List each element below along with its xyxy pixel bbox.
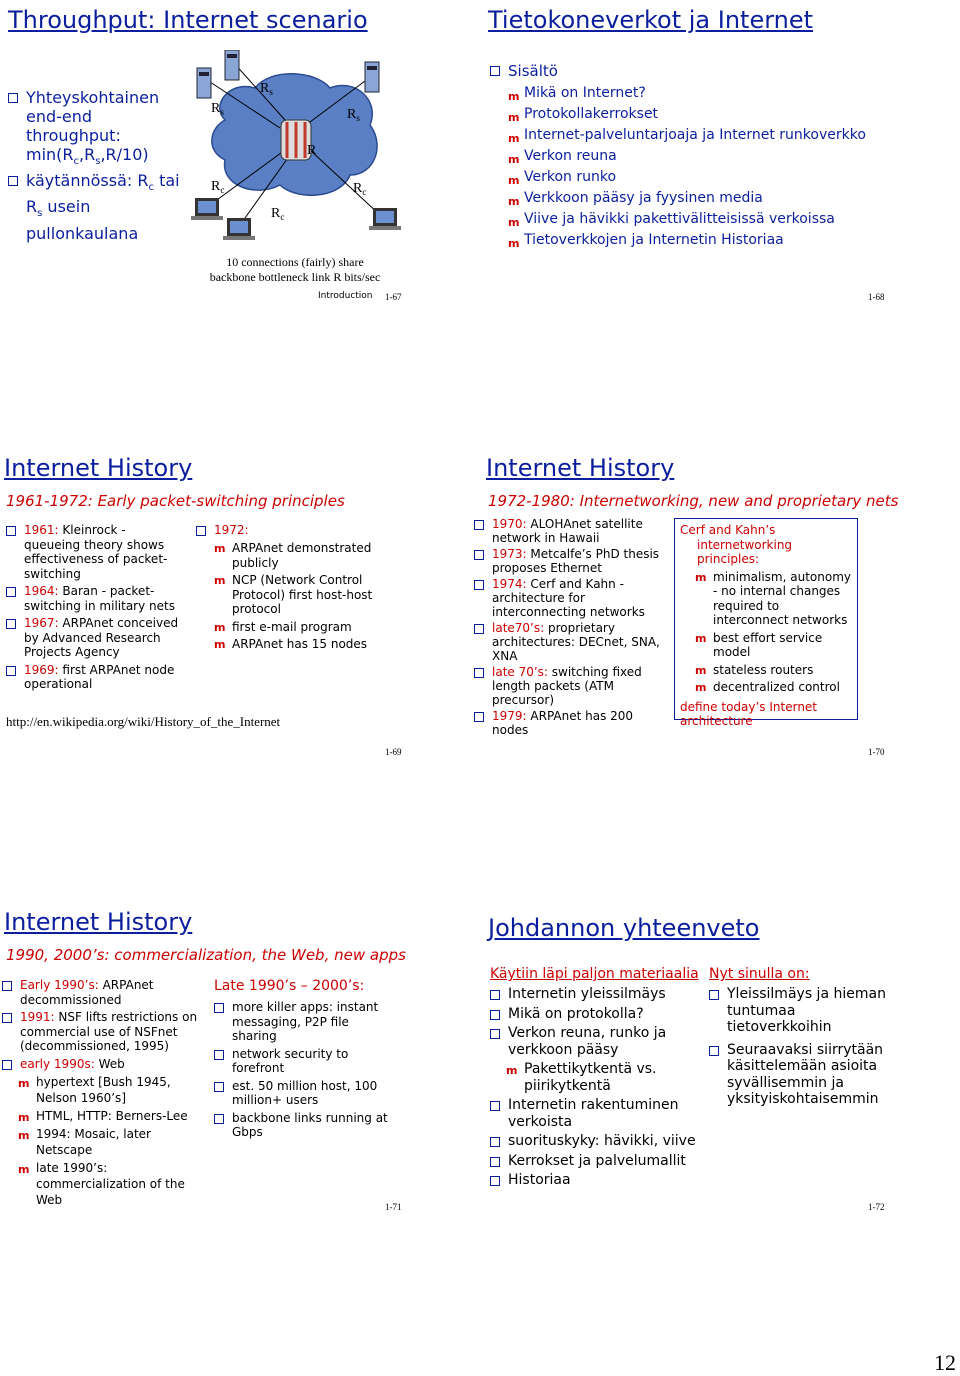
square-bullet-icon (6, 587, 16, 597)
list-item: more killer apps: instant messaging, P2P file sharing (214, 1000, 389, 1044)
slide-title: Throughput: Internet scenario (8, 6, 368, 34)
square-bullet-icon (214, 1050, 224, 1060)
workstation-icon (223, 218, 255, 240)
list-item: m Internet-palveluntarjoaja ja Internet runkoverkko (508, 125, 948, 146)
slide-number: 1-67 (385, 292, 402, 302)
square-bullet-icon (474, 550, 484, 560)
label-r: R (307, 143, 317, 158)
timeline-list (2, 978, 198, 1071)
workstation-icon (191, 198, 223, 220)
column-heading: Nyt sinulla on: (709, 966, 810, 982)
list-item: m hypertext [Bush 1945, Nelson 1960’s] (18, 1075, 171, 1105)
square-bullet-icon (214, 1114, 224, 1124)
list-item: m NCP (Network Control Protocol) first host-host protocol (214, 573, 373, 616)
bullet-marker-icon: m (214, 638, 226, 651)
bullet-marker-icon: m (508, 90, 520, 103)
square-bullet-icon (490, 1010, 500, 1020)
page-number: 12 (934, 1350, 956, 1375)
bullet-marker-icon: m (18, 1163, 30, 1176)
list-item: 1964: Baran - packet-switching in military nets (6, 584, 184, 613)
list-item: m HTML, HTTP: Berners-Lee (18, 1109, 188, 1124)
bullet-marker-icon: m (508, 195, 520, 208)
network-diagram (185, 50, 415, 260)
label-rs: $R_s$ (347, 107, 360, 123)
slide-subtitle: 1990, 2000’s: commercialization, the Web, new apps (6, 946, 406, 964)
summary-list (709, 986, 894, 1108)
bullet-item: käytännössä: $R_c$ tai $R_s$ usein pullonkaulana (8, 171, 183, 242)
list-item: 1974: Cerf and Kahn - architecture for interconnecting networks (474, 577, 666, 619)
bullet-list (8, 88, 183, 243)
timeline-list (214, 1000, 389, 1140)
bullet-marker-icon: m (214, 542, 226, 555)
list-item: 1969: first ARPAnet node operational (6, 663, 184, 692)
bullet-marker-icon: m (508, 174, 520, 187)
timeline-list (196, 523, 376, 538)
bullet-marker-icon: m (506, 1064, 518, 1077)
list-item: m first e-mail program (214, 619, 352, 634)
list-item: m ARPAnet demonstrated publicly (214, 541, 372, 570)
square-bullet-icon (8, 93, 18, 103)
bullet-marker-icon: m (214, 620, 226, 634)
server-icon (225, 50, 239, 80)
slide-number: 1-68 (868, 292, 885, 302)
slide-title: Internet History (4, 454, 193, 482)
list-item: backbone links running at Gbps (214, 1111, 389, 1140)
slide-number: 1-71 (385, 1202, 402, 1212)
list-item: late 70’s: switching fixed length packets (ATM precursor) (474, 665, 666, 707)
bullet-marker-icon: m (695, 681, 707, 694)
list-item: m Verkon reuna (508, 146, 948, 167)
slide-title: Tietokoneverkot ja Internet (488, 6, 814, 34)
bullet-marker-icon: m (508, 111, 520, 124)
list-item: network security to forefront (214, 1047, 389, 1076)
label-rc: $R_c$ (353, 181, 367, 197)
slide-number: 1-70 (868, 747, 885, 757)
list-item: 1973: Metcalfe’s PhD thesis proposes Ethernet (474, 547, 666, 575)
sub-list (214, 541, 379, 652)
list-item: m Mikä on Internet? (508, 83, 948, 104)
list-item: m ARPAnet has 15 nodes (214, 637, 368, 651)
bullet-marker-icon: m (508, 216, 520, 229)
list-item: Early 1990’s: ARPAnet decommissioned (2, 978, 198, 1007)
list-item: 1961: Kleinrock - queueing theory shows effectiveness of packet-switching (6, 523, 184, 581)
square-bullet-icon (2, 1013, 12, 1023)
server-icon (365, 62, 379, 92)
list-item: m minimalism, autonomy - no internal changes required to interconnect networks (695, 569, 851, 627)
square-bullet-icon (2, 981, 12, 991)
bullet-marker-icon: m (695, 663, 707, 677)
list-item: m late 1990’s: commercialization of the Web (18, 1161, 185, 1207)
label-rs: $R_s$ (211, 101, 224, 117)
list-item: m stateless routers (695, 662, 814, 677)
bullet-marker-icon: m (508, 132, 520, 145)
square-bullet-icon (214, 1003, 224, 1013)
footer-label: Introduction (318, 291, 373, 301)
principles-list (695, 570, 853, 695)
square-bullet-icon (6, 619, 16, 629)
slide-number: 1-69 (385, 747, 402, 757)
column-heading: Käytiin läpi paljon materiaalia (490, 966, 699, 982)
square-bullet-icon (490, 1029, 500, 1039)
slide-subtitle: 1972-1980: Internetworking, new and proprietary nets (488, 492, 899, 510)
square-bullet-icon (474, 624, 484, 634)
list-item: m decentralized control (695, 680, 840, 694)
bullet-item: Sisältö (490, 62, 950, 80)
square-bullet-icon (709, 990, 719, 1000)
square-bullet-icon (6, 666, 16, 676)
bullet-list (490, 62, 950, 80)
list-item: m Tietoverkkojen ja Internetin Historiaa (508, 230, 948, 251)
square-bullet-icon (490, 1137, 500, 1147)
list-item: m Protokollakerrokset (508, 104, 948, 125)
list-item: Internetin yleissilmäys (490, 986, 700, 1003)
timeline-list (474, 517, 666, 737)
square-bullet-icon (474, 668, 484, 678)
list-item: Mikä on protokolla? (490, 1006, 700, 1023)
square-bullet-icon (490, 1101, 500, 1111)
square-bullet-icon (474, 520, 484, 530)
list-item: Verkon reuna, runko ja verkkoon pääsy (490, 1025, 700, 1058)
bullet-marker-icon: m (695, 570, 707, 584)
list-item: m 1994: Mosaic, later Netscape (18, 1127, 151, 1157)
slide-subtitle: 1961-1972: Early packet-switching principles (6, 492, 345, 510)
square-bullet-icon (196, 526, 206, 536)
list-item: suorituskyky: hävikki, viive (490, 1133, 700, 1150)
bullet-marker-icon: m (508, 237, 520, 250)
square-bullet-icon (474, 712, 484, 722)
bullet-item: 1972: (196, 523, 376, 538)
label-rc: $R_c$ (211, 179, 225, 195)
list-item: 1967: ARPAnet conceived by Advanced Research Projects Agency (6, 616, 184, 660)
list-item: Historiaa (490, 1172, 700, 1189)
list-item: late70’s: proprietary architectures: DECnet, SNA, XNA (474, 621, 666, 663)
bullet-item: Yhteyskohtainen end-end throughput: $\min(R_c,R_s,R/10)$ (8, 88, 183, 171)
contents-list (508, 83, 948, 251)
list-item: m Viive ja hävikki pakettivälitteisissä verkoissa (508, 209, 948, 230)
list-item: Kerrokset ja palvelumallit (490, 1153, 700, 1170)
square-bullet-icon (2, 1060, 12, 1070)
column-heading: Late 1990’s – 2000’s: (214, 978, 365, 994)
label-rs: $R_s$ (260, 81, 273, 97)
slide-title: Johdannon yhteenveto (488, 914, 760, 942)
square-bullet-icon (8, 176, 18, 186)
summary-list (490, 986, 700, 1189)
square-bullet-icon (490, 1176, 500, 1186)
bullet-marker-icon: m (214, 574, 226, 587)
slide-title: Internet History (486, 454, 675, 482)
list-item: m best effort service model (695, 630, 823, 659)
slide-number: 1-72 (868, 1202, 885, 1212)
label-rc: $R_c$ (271, 206, 285, 222)
list-item: Internetin rakentuminen verkoista (490, 1097, 700, 1130)
list-item: 1979: ARPAnet has 200 nodes (474, 709, 666, 737)
list-item: m Verkon runko (508, 167, 948, 188)
timeline-list (6, 523, 184, 692)
square-bullet-icon (709, 1046, 719, 1056)
square-bullet-icon (6, 526, 16, 536)
list-item: Yleissilmäys ja hieman tuntumaa tietoverkkoihin (709, 986, 894, 1036)
principles-box: Cerf and Kahn’s internetworking principles: m minimalism, autonomy - no internal changes required to interconnect networks m best effort service model m stateless routers m decentralized control define today’s Internet architecture (674, 518, 858, 720)
list-item: 1991: NSF lifts restrictions on commercial use of NSFnet (decommissioned, 1995) (2, 1010, 198, 1054)
list-item: m Verkkoon pääsy ja fyysinen media (508, 188, 948, 209)
square-bullet-icon (214, 1082, 224, 1092)
bullet-marker-icon: m (18, 1129, 30, 1142)
list-item: est. 50 million host, 100 million+ users (214, 1079, 389, 1108)
square-bullet-icon (490, 66, 500, 76)
list-item: m Pakettikytkentä vs. piirikytkentä (506, 1061, 657, 1094)
slide-title: Internet History (4, 908, 193, 936)
bullet-marker-icon: m (695, 631, 707, 645)
list-item: early 1990s: Web (2, 1057, 198, 1072)
bullet-marker-icon: m (18, 1077, 30, 1090)
bullet-marker-icon: m (18, 1111, 30, 1124)
sub-list (18, 1074, 208, 1208)
square-bullet-icon (490, 1157, 500, 1167)
list-item: Seuraavaksi siirrytään käsittelemään asioita syvällisemmin ja yksityiskohtaisemmin (709, 1042, 894, 1108)
square-bullet-icon (490, 990, 500, 1000)
workstation-icon (369, 208, 401, 230)
square-bullet-icon (474, 580, 484, 590)
list-item: 1970: ALOHAnet satellite network in Hawaii (474, 517, 666, 545)
diagram-caption: 10 connections (fairly) share backbone bottleneck link R bits/sec (209, 255, 381, 284)
server-icon (197, 68, 211, 98)
source-url[interactable]: http://en.wikipedia.org/wiki/History_of_the_Internet (6, 714, 281, 729)
bullet-marker-icon: m (508, 153, 520, 166)
